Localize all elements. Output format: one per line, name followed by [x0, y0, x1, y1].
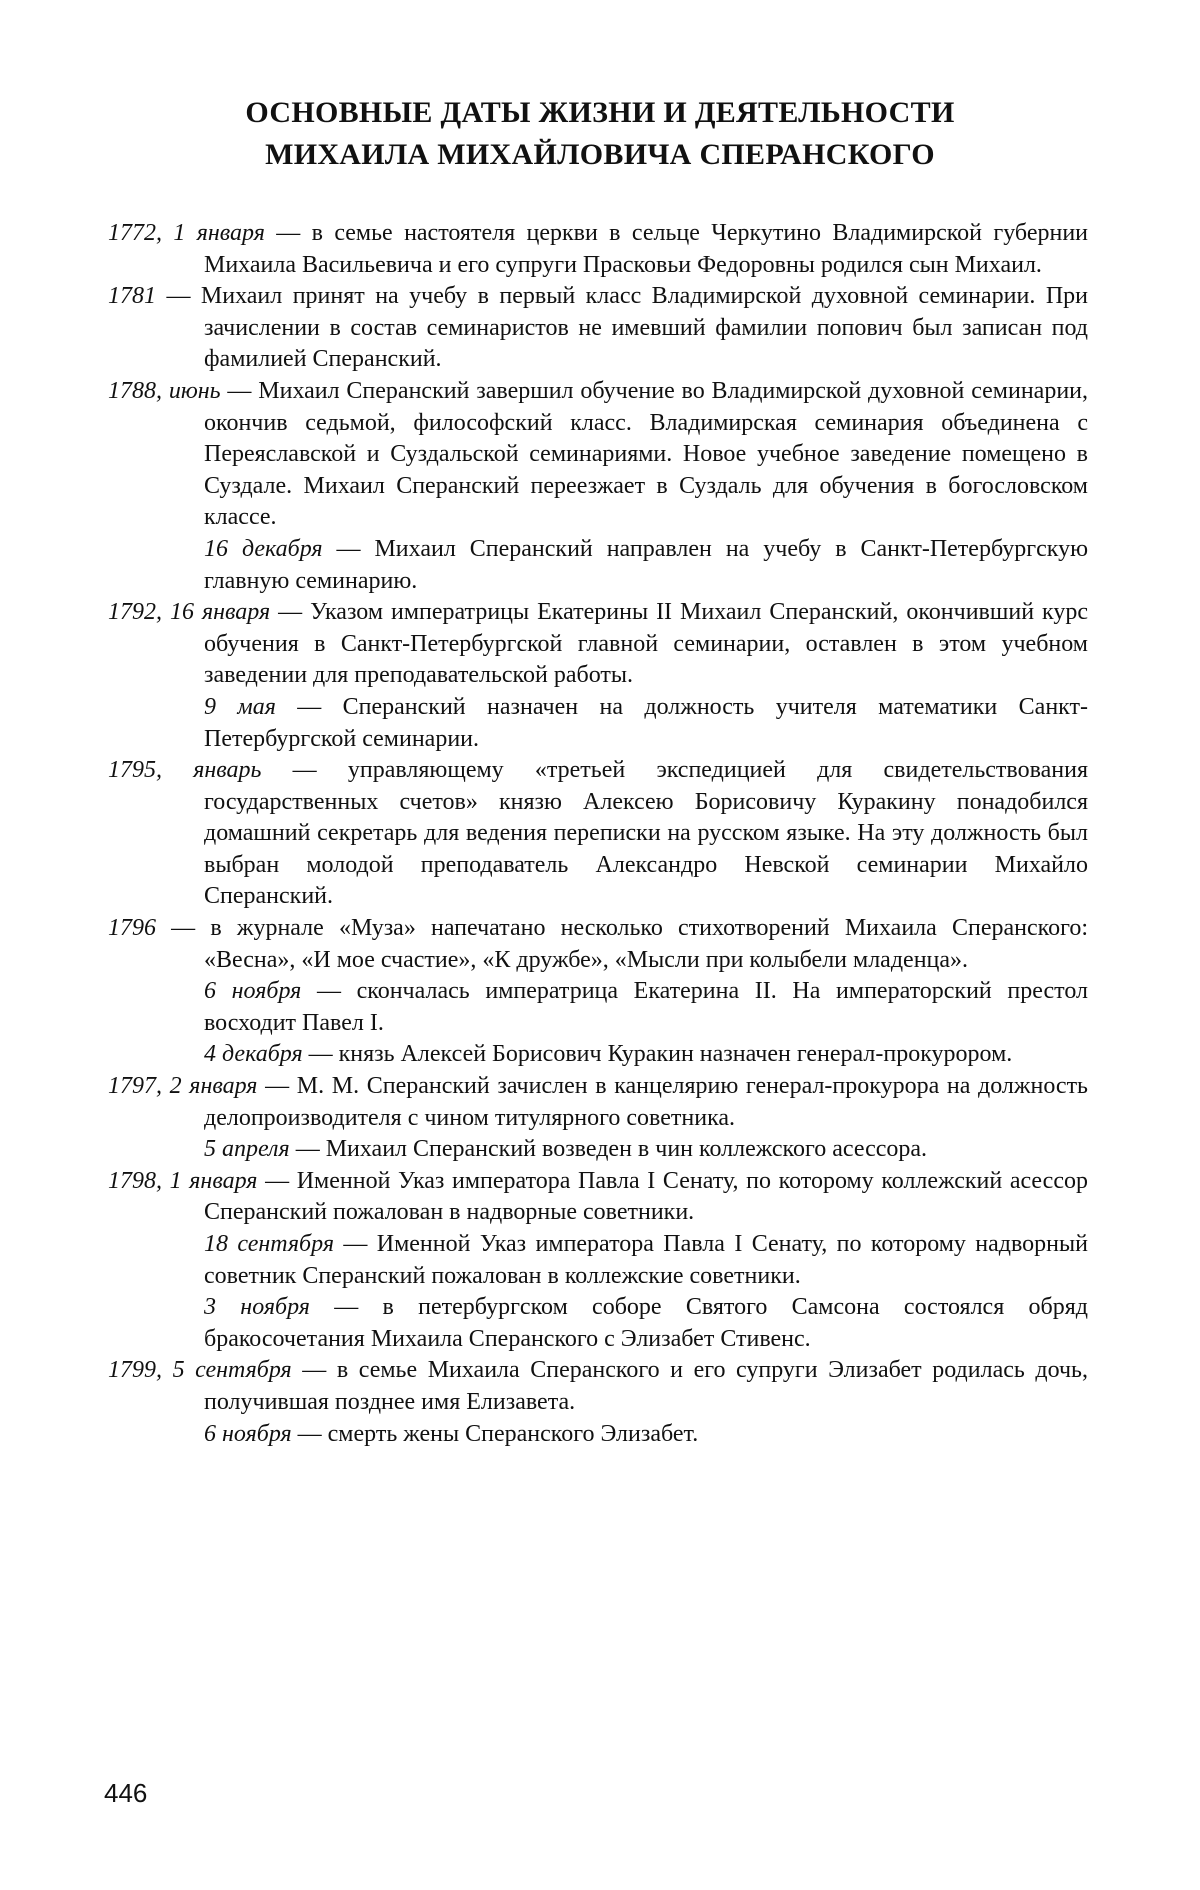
entry-text: — Указом императрицы Екатерины II Михаил Сперанский, окончивший курс обучения в Санкт-Петербургской главной семинарии, оставлен в этом учебном заведении для преподавательской работы.: [204, 599, 1088, 688]
entry-date: 1792, 16 января: [108, 599, 270, 625]
chronology-subentry: [108, 1419, 1088, 1451]
page-number: 446: [104, 1778, 147, 1809]
chronology-subentry: [108, 1229, 1088, 1292]
entry-text: — Именной Указ императора Павла I Сенату, по которому надворный советник Сперанский пожалован в коллежские советники.: [204, 1231, 1088, 1289]
entry-text: — в журнале «Муза» напечатано несколько стихотворений Михаила Сперанского: «Весна», «И мое счастие», «К дружбе», «Мысли при колыбели младенца».: [156, 915, 1088, 973]
entry-text: — в петербургском соборе Святого Самсона состоялся обряд бракосочетания Михаила Сперанского с Элизабет Стивенс.: [204, 1294, 1088, 1352]
chronology-entry: [108, 913, 1088, 976]
entry-text: — в семье настоятеля церкви в сельце Черкутино Владимирской губернии Михаила Васильевича и его супруги Прасковьи Федоровны родился сын Михаил.: [204, 220, 1088, 278]
chronology-subentry: [108, 534, 1088, 597]
entry-date: 18 сентября: [204, 1231, 334, 1257]
entry-date: 9 мая: [204, 694, 276, 720]
entry-date: 1788, июнь: [108, 378, 221, 404]
entry-text: — скончалась императрица Екатерина II. На императорский престол восходит Павел I.: [204, 978, 1088, 1036]
chronology-entry: [108, 281, 1088, 376]
entry-text: — Михаил принят на учебу в первый класс Владимирской духовной семинарии. При зачислении в состав семинаристов не имевший фамилии попович был записан под фамилией Сперанский.: [156, 283, 1088, 372]
chronology-entry: [108, 1071, 1088, 1134]
title-line-2: МИХАИЛА МИХАЙЛОВИЧА СПЕРАНСКОГО: [100, 134, 1100, 176]
entry-date: 16 декабря: [204, 536, 323, 562]
chronology-subentry: [108, 1134, 1088, 1166]
entry-date: 1796: [108, 915, 156, 941]
chronology-subentry: [108, 692, 1088, 755]
entry-date: 5 апреля: [204, 1136, 290, 1162]
entry-text: — смерть жены Сперанского Элизабет.: [292, 1421, 699, 1447]
chronology-entry: [108, 218, 1088, 281]
book-page: [0, 0, 1200, 1890]
entry-date: 1772, 1 января: [108, 220, 265, 246]
chronology-entry: [108, 376, 1088, 534]
entry-date: 4 декабря: [204, 1041, 303, 1067]
entry-text: — Сперанский назначен на должность учителя математики Санкт-Петербургской семинарии.: [204, 694, 1088, 752]
entry-date: 1799, 5 сентября: [108, 1357, 292, 1383]
entry-date: 1781: [108, 283, 156, 309]
chronology-list: [108, 218, 1088, 1450]
entry-text: — Михаил Сперанский направлен на учебу в Санкт-Петербургскую главную семинарию.: [204, 536, 1088, 594]
entry-date: 1795, январь: [108, 757, 261, 783]
chronology-entry: [108, 1355, 1088, 1418]
entry-text: — Именной Указ императора Павла I Сенату, по которому коллежский асессор Сперанский пожалован в надворные советники.: [204, 1168, 1088, 1226]
entry-date: 1798, 1 января: [108, 1168, 257, 1194]
entry-date: 3 ноября: [204, 1294, 310, 1320]
entry-text: — управляющему «третьей экспедицией для свидетельствования государственных счетов» князю Алексею Борисовичу Куракину понадобился домашний секретарь для ведения переписки на русском языке. На эту должность был выбран молодой преподаватель Александро Невской семинарии Михайло Сперанский.: [204, 757, 1088, 909]
chronology-entry: [108, 597, 1088, 692]
entry-text: — в семье Михаила Сперанского и его супруги Элизабет родилась дочь, получившая позднее имя Елизавета.: [204, 1357, 1088, 1415]
page-title: [100, 92, 1100, 176]
chronology-entry: [108, 1166, 1088, 1229]
entry-date: 6 ноября: [204, 978, 301, 1004]
entry-text: — князь Алексей Борисович Куракин назначен генерал-прокурором.: [303, 1041, 1013, 1067]
entry-date: 1797, 2 января: [108, 1073, 257, 1099]
chronology-subentry: [108, 1292, 1088, 1355]
entry-text: — Михаил Сперанский завершил обучение во Владимирской духовной семинарии, окончив седьмой, философский класс. Владимирская семинария объединена с Переяславской и Суздальской семинариями. Новое учебное заведение помещено в Суздале. Михаил Сперанский переезжает в Суздаль для обучения в богословском классе.: [204, 378, 1088, 530]
chronology-subentry: [108, 976, 1088, 1039]
entry-date: 6 ноября: [204, 1421, 292, 1447]
entry-text: — Михаил Сперанский возведен в чин коллежского асессора.: [290, 1136, 927, 1162]
chronology-entry: [108, 755, 1088, 913]
title-line-1: ОСНОВНЫЕ ДАТЫ ЖИЗНИ И ДЕЯТЕЛЬНОСТИ: [100, 92, 1100, 134]
entry-text: — М. М. Сперанский зачислен в канцелярию генерал-прокурора на должность делопроизводителя с чином титулярного советника.: [204, 1073, 1088, 1131]
chronology-subentry: [108, 1039, 1088, 1071]
